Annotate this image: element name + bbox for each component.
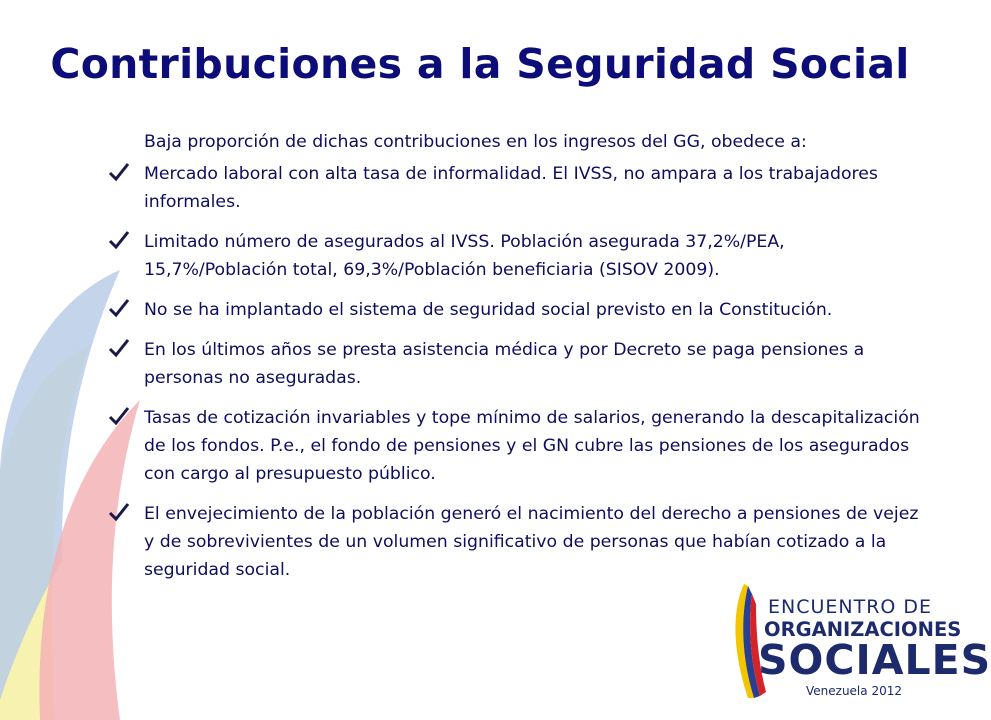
intro-text: Baja proporción de dichas contribuciones en los ingresos del GG, obedece a: bbox=[144, 132, 807, 152]
checkmark-icon bbox=[108, 501, 130, 523]
list-item bbox=[108, 500, 928, 584]
bullet-text: En los últimos años se presta asistencia médica y por Decreto se paga pensiones a personas no aseguradas. bbox=[144, 340, 865, 388]
bullet-text: Tasas de cotización invariables y tope mínimo de salarios, generando la descapitalización de los fondos. P.e., el fondo de pensiones y el GN cubre las pensiones de los asegurados con cargo al presupuesto público. bbox=[144, 408, 920, 484]
list-item bbox=[108, 336, 928, 392]
checkmark-icon bbox=[108, 297, 130, 319]
checkmark-icon bbox=[108, 229, 130, 251]
bullet-text: El envejecimiento de la población generó el nacimiento del derecho a pensiones de vejez y de sobrevivientes de un volumen significativo de personas que habían cotizado a la seguridad social. bbox=[144, 504, 919, 580]
bullet-text: No se ha implantado el sistema de seguridad social previsto en la Constitución. bbox=[144, 300, 833, 320]
logo-text-line2: ORGANIZACIONES bbox=[764, 618, 962, 641]
list-item bbox=[108, 404, 928, 488]
page-title: Contribuciones a la Seguridad Social bbox=[50, 40, 910, 88]
event-logo bbox=[718, 580, 991, 705]
logo-text-line4: Venezuela 2012 bbox=[806, 684, 902, 698]
list-item bbox=[108, 296, 928, 324]
bullet-text: Mercado laboral con alta tasa de informalidad. El IVSS, no ampara a los trabajadores informales. bbox=[144, 164, 878, 212]
logo-text-line3: SOCIALES bbox=[758, 636, 991, 684]
logo-text-line1: ENCUENTRO DE bbox=[768, 596, 933, 618]
list-item bbox=[108, 228, 928, 284]
checkmark-icon bbox=[108, 161, 130, 183]
bullet-list bbox=[108, 160, 928, 584]
list-item bbox=[108, 160, 928, 216]
slide-content bbox=[108, 128, 928, 596]
bullet-text: Limitado número de asegurados al IVSS. Población asegurada 37,2%/PEA, 15,7%/Población total, 69,3%/Población beneficiaria (SISOV 2009). bbox=[144, 232, 785, 280]
checkmark-icon bbox=[108, 405, 130, 427]
checkmark-icon bbox=[108, 337, 130, 359]
